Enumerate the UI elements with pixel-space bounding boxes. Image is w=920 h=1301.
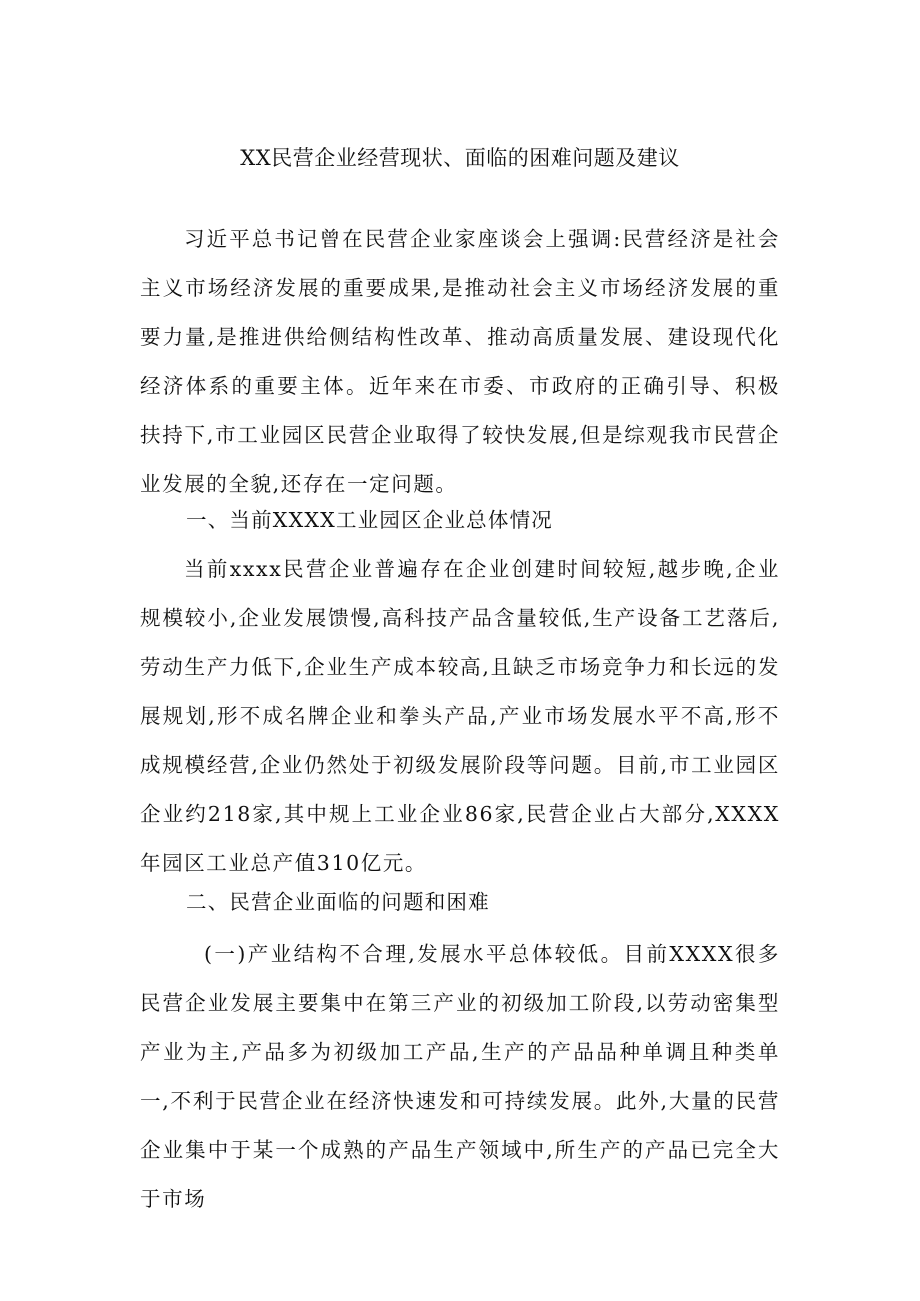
section-2-paragraph	[140, 930, 780, 1224]
intro-paragraph-text: 习近平总书记曾在民营企业家座谈会上强调:民营经济是社会主义市场经济发展的重要成果,是推动社会主义市场经济发展的重要力量,是推进供给侧结构性改革、推动高质量发展、建设现代化经济体系的重要主体。近年来在市委、市政府的正确引导、积极扶持下,市工业园区民营企业取得了较快发展,但是综观我市民营企业发展的全貌,还存在一定问题。	[140, 227, 780, 496]
section-1-paragraph	[140, 545, 780, 888]
section-2-paragraph-text: (一)产业结构不合理,发展水平总体较低。目前XXXX很多民营企业发展主要集中在第三产业的初级加工阶段,以劳动密集型产业为主,产品多为初级加工产品,生产的产品品种单调且种类单一,不利于民营企业在经济快速发和可持续发展。此外,大量的民营企业集中于某一个成熟的产品生产领域中,所生产的产品已完全大于市场	[140, 942, 780, 1211]
section-heading-1: 一、当前XXXX工业园区企业总体情况	[186, 508, 553, 532]
section-1-paragraph-text: 当前xxxx民营企业普遍存在企业创建时间较短,越步晚,企业规模较小,企业发展馈慢,高科技产品含量较低,生产设备工艺落后,劳动生产力低下,企业生产成本较高,且缺乏市场竞争力和长远的发展规划,形不成名牌企业和拳头产品,产业市场发展水平不高,形不成规模经营,企业仍然处于初级发展阶段等问题。目前,市工业园区企业约218家,其中规上工业企业86家,民营企业占大部分,XXXX年园区工业总产值310亿元。	[140, 557, 780, 875]
document-title: XX民营企业经营现状、面临的困难问题及建议	[240, 146, 680, 170]
intro-paragraph	[140, 215, 780, 509]
section-heading-2: 二、民营企业面临的问题和困难	[186, 890, 490, 914]
